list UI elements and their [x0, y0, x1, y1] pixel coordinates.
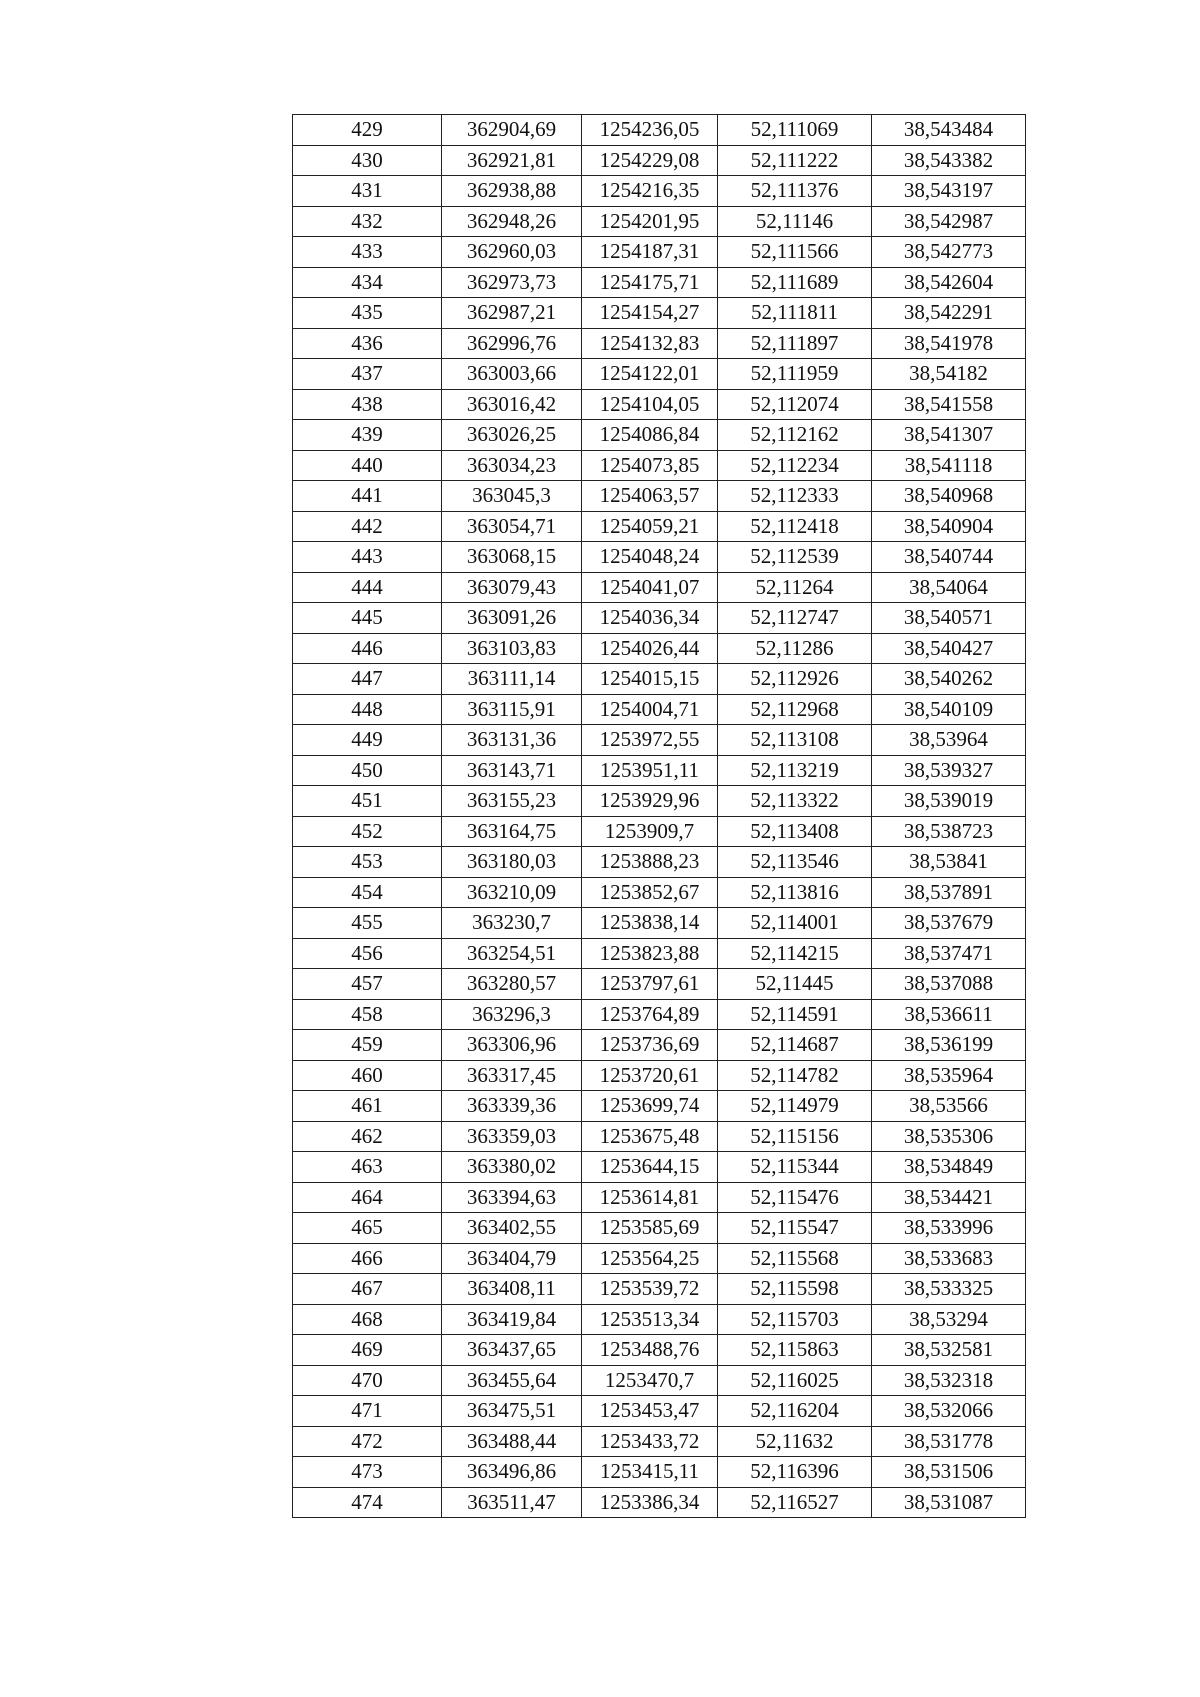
latitude-cell: 52,114215 [718, 938, 872, 969]
point-number-cell: 468 [293, 1304, 442, 1335]
point-number-cell: 453 [293, 847, 442, 878]
point-number-cell: 458 [293, 999, 442, 1030]
latitude-cell: 52,115547 [718, 1213, 872, 1244]
latitude-cell: 52,115703 [718, 1304, 872, 1335]
longitude-cell: 38,531778 [872, 1426, 1026, 1457]
y-coordinate-cell: 1253797,61 [582, 969, 718, 1000]
latitude-cell: 52,116527 [718, 1487, 872, 1518]
longitude-cell: 38,533683 [872, 1243, 1026, 1274]
x-coordinate-cell: 363210,09 [442, 877, 582, 908]
latitude-cell: 52,115156 [718, 1121, 872, 1152]
longitude-cell: 38,542291 [872, 298, 1026, 329]
y-coordinate-cell: 1254229,08 [582, 145, 718, 176]
point-number-cell: 460 [293, 1060, 442, 1091]
y-coordinate-cell: 1253564,25 [582, 1243, 718, 1274]
y-coordinate-cell: 1254175,71 [582, 267, 718, 298]
table-row [293, 1335, 1026, 1366]
point-number-cell: 466 [293, 1243, 442, 1274]
y-coordinate-cell: 1253888,23 [582, 847, 718, 878]
point-number-cell: 449 [293, 725, 442, 756]
table-row [293, 176, 1026, 207]
table-row [293, 1243, 1026, 1274]
y-coordinate-cell: 1254059,21 [582, 511, 718, 542]
y-coordinate-cell: 1254154,27 [582, 298, 718, 329]
point-number-cell: 456 [293, 938, 442, 969]
longitude-cell: 38,532318 [872, 1365, 1026, 1396]
coordinates-table [292, 114, 1026, 1518]
x-coordinate-cell: 363131,36 [442, 725, 582, 756]
point-number-cell: 467 [293, 1274, 442, 1305]
x-coordinate-cell: 362973,73 [442, 267, 582, 298]
latitude-cell: 52,112333 [718, 481, 872, 512]
point-number-cell: 465 [293, 1213, 442, 1244]
point-number-cell: 444 [293, 572, 442, 603]
point-number-cell: 457 [293, 969, 442, 1000]
latitude-cell: 52,11146 [718, 206, 872, 237]
y-coordinate-cell: 1253470,7 [582, 1365, 718, 1396]
point-number-cell: 436 [293, 328, 442, 359]
point-number-cell: 450 [293, 755, 442, 786]
point-number-cell: 452 [293, 816, 442, 847]
point-number-cell: 472 [293, 1426, 442, 1457]
latitude-cell: 52,113322 [718, 786, 872, 817]
table-row [293, 450, 1026, 481]
x-coordinate-cell: 362921,81 [442, 145, 582, 176]
table-row [293, 1487, 1026, 1518]
y-coordinate-cell: 1253972,55 [582, 725, 718, 756]
table-row [293, 908, 1026, 939]
table-row [293, 328, 1026, 359]
longitude-cell: 38,541978 [872, 328, 1026, 359]
point-number-cell: 440 [293, 450, 442, 481]
x-coordinate-cell: 363230,7 [442, 908, 582, 939]
table-row [293, 1091, 1026, 1122]
latitude-cell: 52,11264 [718, 572, 872, 603]
longitude-cell: 38,538723 [872, 816, 1026, 847]
longitude-cell: 38,53566 [872, 1091, 1026, 1122]
x-coordinate-cell: 363143,71 [442, 755, 582, 786]
longitude-cell: 38,539019 [872, 786, 1026, 817]
longitude-cell: 38,542604 [872, 267, 1026, 298]
table-row [293, 999, 1026, 1030]
longitude-cell: 38,534849 [872, 1152, 1026, 1183]
y-coordinate-cell: 1254122,01 [582, 359, 718, 390]
table-row [293, 1304, 1026, 1335]
x-coordinate-cell: 363488,44 [442, 1426, 582, 1457]
latitude-cell: 52,114782 [718, 1060, 872, 1091]
table-row [293, 786, 1026, 817]
table-row [293, 1182, 1026, 1213]
table-row [293, 1457, 1026, 1488]
longitude-cell: 38,533325 [872, 1274, 1026, 1305]
y-coordinate-cell: 1254036,34 [582, 603, 718, 634]
point-number-cell: 462 [293, 1121, 442, 1152]
latitude-cell: 52,113408 [718, 816, 872, 847]
longitude-cell: 38,543382 [872, 145, 1026, 176]
point-number-cell: 437 [293, 359, 442, 390]
x-coordinate-cell: 362948,26 [442, 206, 582, 237]
y-coordinate-cell: 1254026,44 [582, 633, 718, 664]
table-row [293, 542, 1026, 573]
y-coordinate-cell: 1253909,7 [582, 816, 718, 847]
latitude-cell: 52,115476 [718, 1182, 872, 1213]
x-coordinate-cell: 363339,36 [442, 1091, 582, 1122]
latitude-cell: 52,11632 [718, 1426, 872, 1457]
table-row [293, 1213, 1026, 1244]
x-coordinate-cell: 363180,03 [442, 847, 582, 878]
longitude-cell: 38,542987 [872, 206, 1026, 237]
x-coordinate-cell: 363455,64 [442, 1365, 582, 1396]
x-coordinate-cell: 363496,86 [442, 1457, 582, 1488]
latitude-cell: 52,111689 [718, 267, 872, 298]
y-coordinate-cell: 1253823,88 [582, 938, 718, 969]
longitude-cell: 38,537891 [872, 877, 1026, 908]
x-coordinate-cell: 363380,02 [442, 1152, 582, 1183]
latitude-cell: 52,114687 [718, 1030, 872, 1061]
y-coordinate-cell: 1253415,11 [582, 1457, 718, 1488]
table-row [293, 1396, 1026, 1427]
latitude-cell: 52,112747 [718, 603, 872, 634]
longitude-cell: 38,540744 [872, 542, 1026, 573]
y-coordinate-cell: 1253929,96 [582, 786, 718, 817]
table-row [293, 847, 1026, 878]
latitude-cell: 52,115598 [718, 1274, 872, 1305]
longitude-cell: 38,540571 [872, 603, 1026, 634]
latitude-cell: 52,113219 [718, 755, 872, 786]
y-coordinate-cell: 1254236,05 [582, 115, 718, 146]
x-coordinate-cell: 363254,51 [442, 938, 582, 969]
latitude-cell: 52,114001 [718, 908, 872, 939]
x-coordinate-cell: 363306,96 [442, 1030, 582, 1061]
table-row [293, 420, 1026, 451]
y-coordinate-cell: 1254048,24 [582, 542, 718, 573]
x-coordinate-cell: 363280,57 [442, 969, 582, 1000]
table-row [293, 877, 1026, 908]
point-number-cell: 470 [293, 1365, 442, 1396]
point-number-cell: 445 [293, 603, 442, 634]
x-coordinate-cell: 363408,11 [442, 1274, 582, 1305]
table-row [293, 633, 1026, 664]
table-row [293, 664, 1026, 695]
longitude-cell: 38,535964 [872, 1060, 1026, 1091]
longitude-cell: 38,543484 [872, 115, 1026, 146]
table-row [293, 267, 1026, 298]
table-row [293, 206, 1026, 237]
longitude-cell: 38,536199 [872, 1030, 1026, 1061]
longitude-cell: 38,540904 [872, 511, 1026, 542]
latitude-cell: 52,112968 [718, 694, 872, 725]
y-coordinate-cell: 1253699,74 [582, 1091, 718, 1122]
table-row [293, 1365, 1026, 1396]
latitude-cell: 52,111222 [718, 145, 872, 176]
x-coordinate-cell: 363419,84 [442, 1304, 582, 1335]
point-number-cell: 459 [293, 1030, 442, 1061]
table-row [293, 816, 1026, 847]
y-coordinate-cell: 1254086,84 [582, 420, 718, 451]
latitude-cell: 52,112074 [718, 389, 872, 420]
longitude-cell: 38,542773 [872, 237, 1026, 268]
x-coordinate-cell: 363016,42 [442, 389, 582, 420]
y-coordinate-cell: 1253453,47 [582, 1396, 718, 1427]
point-number-cell: 431 [293, 176, 442, 207]
x-coordinate-cell: 363115,91 [442, 694, 582, 725]
point-number-cell: 438 [293, 389, 442, 420]
x-coordinate-cell: 363068,15 [442, 542, 582, 573]
latitude-cell: 52,111897 [718, 328, 872, 359]
point-number-cell: 430 [293, 145, 442, 176]
y-coordinate-cell: 1253614,81 [582, 1182, 718, 1213]
longitude-cell: 38,53841 [872, 847, 1026, 878]
latitude-cell: 52,115344 [718, 1152, 872, 1183]
table-row [293, 511, 1026, 542]
x-coordinate-cell: 362960,03 [442, 237, 582, 268]
x-coordinate-cell: 363155,23 [442, 786, 582, 817]
longitude-cell: 38,540427 [872, 633, 1026, 664]
longitude-cell: 38,537471 [872, 938, 1026, 969]
longitude-cell: 38,536611 [872, 999, 1026, 1030]
longitude-cell: 38,540109 [872, 694, 1026, 725]
table-row [293, 298, 1026, 329]
x-coordinate-cell: 363359,03 [442, 1121, 582, 1152]
y-coordinate-cell: 1253386,34 [582, 1487, 718, 1518]
table-row [293, 603, 1026, 634]
latitude-cell: 52,113816 [718, 877, 872, 908]
x-coordinate-cell: 363437,65 [442, 1335, 582, 1366]
point-number-cell: 447 [293, 664, 442, 695]
longitude-cell: 38,540262 [872, 664, 1026, 695]
point-number-cell: 451 [293, 786, 442, 817]
longitude-cell: 38,53294 [872, 1304, 1026, 1335]
y-coordinate-cell: 1254216,35 [582, 176, 718, 207]
x-coordinate-cell: 362938,88 [442, 176, 582, 207]
latitude-cell: 52,111959 [718, 359, 872, 390]
x-coordinate-cell: 362904,69 [442, 115, 582, 146]
x-coordinate-cell: 363164,75 [442, 816, 582, 847]
point-number-cell: 461 [293, 1091, 442, 1122]
table-row [293, 755, 1026, 786]
longitude-cell: 38,534421 [872, 1182, 1026, 1213]
latitude-cell: 52,114979 [718, 1091, 872, 1122]
y-coordinate-cell: 1253513,34 [582, 1304, 718, 1335]
x-coordinate-cell: 363404,79 [442, 1243, 582, 1274]
y-coordinate-cell: 1254004,71 [582, 694, 718, 725]
point-number-cell: 473 [293, 1457, 442, 1488]
x-coordinate-cell: 363091,26 [442, 603, 582, 634]
y-coordinate-cell: 1254063,57 [582, 481, 718, 512]
longitude-cell: 38,532581 [872, 1335, 1026, 1366]
latitude-cell: 52,112539 [718, 542, 872, 573]
longitude-cell: 38,531087 [872, 1487, 1026, 1518]
latitude-cell: 52,113108 [718, 725, 872, 756]
table-row [293, 969, 1026, 1000]
point-number-cell: 433 [293, 237, 442, 268]
point-number-cell: 446 [293, 633, 442, 664]
table-row [293, 145, 1026, 176]
y-coordinate-cell: 1254104,05 [582, 389, 718, 420]
longitude-cell: 38,543197 [872, 176, 1026, 207]
x-coordinate-cell: 363045,3 [442, 481, 582, 512]
y-coordinate-cell: 1253644,15 [582, 1152, 718, 1183]
table-row [293, 694, 1026, 725]
table-row [293, 1121, 1026, 1152]
y-coordinate-cell: 1254073,85 [582, 450, 718, 481]
table-row [293, 1030, 1026, 1061]
latitude-cell: 52,11286 [718, 633, 872, 664]
latitude-cell: 52,112234 [718, 450, 872, 481]
latitude-cell: 52,113546 [718, 847, 872, 878]
latitude-cell: 52,111811 [718, 298, 872, 329]
latitude-cell: 52,114591 [718, 999, 872, 1030]
latitude-cell: 52,112162 [718, 420, 872, 451]
y-coordinate-cell: 1254015,15 [582, 664, 718, 695]
y-coordinate-cell: 1253539,72 [582, 1274, 718, 1305]
x-coordinate-cell: 363034,23 [442, 450, 582, 481]
point-number-cell: 471 [293, 1396, 442, 1427]
table-row [293, 237, 1026, 268]
x-coordinate-cell: 363003,66 [442, 359, 582, 390]
latitude-cell: 52,111376 [718, 176, 872, 207]
point-number-cell: 435 [293, 298, 442, 329]
x-coordinate-cell: 363511,47 [442, 1487, 582, 1518]
longitude-cell: 38,537088 [872, 969, 1026, 1000]
latitude-cell: 52,116025 [718, 1365, 872, 1396]
y-coordinate-cell: 1253433,72 [582, 1426, 718, 1457]
longitude-cell: 38,541307 [872, 420, 1026, 451]
point-number-cell: 454 [293, 877, 442, 908]
table-row [293, 1060, 1026, 1091]
y-coordinate-cell: 1253736,69 [582, 1030, 718, 1061]
point-number-cell: 429 [293, 115, 442, 146]
y-coordinate-cell: 1253720,61 [582, 1060, 718, 1091]
latitude-cell: 52,111069 [718, 115, 872, 146]
longitude-cell: 38,531506 [872, 1457, 1026, 1488]
y-coordinate-cell: 1254132,83 [582, 328, 718, 359]
y-coordinate-cell: 1253852,67 [582, 877, 718, 908]
point-number-cell: 441 [293, 481, 442, 512]
table-row [293, 359, 1026, 390]
y-coordinate-cell: 1253838,14 [582, 908, 718, 939]
coordinates-table-body [293, 115, 1026, 1518]
point-number-cell: 474 [293, 1487, 442, 1518]
point-number-cell: 443 [293, 542, 442, 573]
point-number-cell: 469 [293, 1335, 442, 1366]
latitude-cell: 52,116396 [718, 1457, 872, 1488]
longitude-cell: 38,53964 [872, 725, 1026, 756]
latitude-cell: 52,115568 [718, 1243, 872, 1274]
latitude-cell: 52,11445 [718, 969, 872, 1000]
longitude-cell: 38,54064 [872, 572, 1026, 603]
latitude-cell: 52,112418 [718, 511, 872, 542]
y-coordinate-cell: 1253488,76 [582, 1335, 718, 1366]
latitude-cell: 52,115863 [718, 1335, 872, 1366]
longitude-cell: 38,541118 [872, 450, 1026, 481]
latitude-cell: 52,111566 [718, 237, 872, 268]
point-number-cell: 448 [293, 694, 442, 725]
x-coordinate-cell: 362987,21 [442, 298, 582, 329]
longitude-cell: 38,541558 [872, 389, 1026, 420]
longitude-cell: 38,533996 [872, 1213, 1026, 1244]
point-number-cell: 442 [293, 511, 442, 542]
longitude-cell: 38,540968 [872, 481, 1026, 512]
x-coordinate-cell: 363475,51 [442, 1396, 582, 1427]
x-coordinate-cell: 363103,83 [442, 633, 582, 664]
table-row [293, 1152, 1026, 1183]
table-row [293, 1274, 1026, 1305]
point-number-cell: 432 [293, 206, 442, 237]
longitude-cell: 38,535306 [872, 1121, 1026, 1152]
table-row [293, 481, 1026, 512]
x-coordinate-cell: 363394,63 [442, 1182, 582, 1213]
x-coordinate-cell: 363079,43 [442, 572, 582, 603]
longitude-cell: 38,54182 [872, 359, 1026, 390]
y-coordinate-cell: 1254201,95 [582, 206, 718, 237]
latitude-cell: 52,112926 [718, 664, 872, 695]
x-coordinate-cell: 363402,55 [442, 1213, 582, 1244]
point-number-cell: 439 [293, 420, 442, 451]
y-coordinate-cell: 1254041,07 [582, 572, 718, 603]
y-coordinate-cell: 1254187,31 [582, 237, 718, 268]
point-number-cell: 463 [293, 1152, 442, 1183]
latitude-cell: 52,116204 [718, 1396, 872, 1427]
x-coordinate-cell: 363054,71 [442, 511, 582, 542]
y-coordinate-cell: 1253585,69 [582, 1213, 718, 1244]
point-number-cell: 464 [293, 1182, 442, 1213]
longitude-cell: 38,539327 [872, 755, 1026, 786]
point-number-cell: 434 [293, 267, 442, 298]
x-coordinate-cell: 362996,76 [442, 328, 582, 359]
table-row [293, 725, 1026, 756]
point-number-cell: 455 [293, 908, 442, 939]
y-coordinate-cell: 1253764,89 [582, 999, 718, 1030]
table-row [293, 1426, 1026, 1457]
y-coordinate-cell: 1253675,48 [582, 1121, 718, 1152]
longitude-cell: 38,537679 [872, 908, 1026, 939]
table-row [293, 938, 1026, 969]
table-row [293, 389, 1026, 420]
x-coordinate-cell: 363111,14 [442, 664, 582, 695]
y-coordinate-cell: 1253951,11 [582, 755, 718, 786]
table-row [293, 572, 1026, 603]
x-coordinate-cell: 363296,3 [442, 999, 582, 1030]
x-coordinate-cell: 363317,45 [442, 1060, 582, 1091]
table-row [293, 115, 1026, 146]
x-coordinate-cell: 363026,25 [442, 420, 582, 451]
longitude-cell: 38,532066 [872, 1396, 1026, 1427]
